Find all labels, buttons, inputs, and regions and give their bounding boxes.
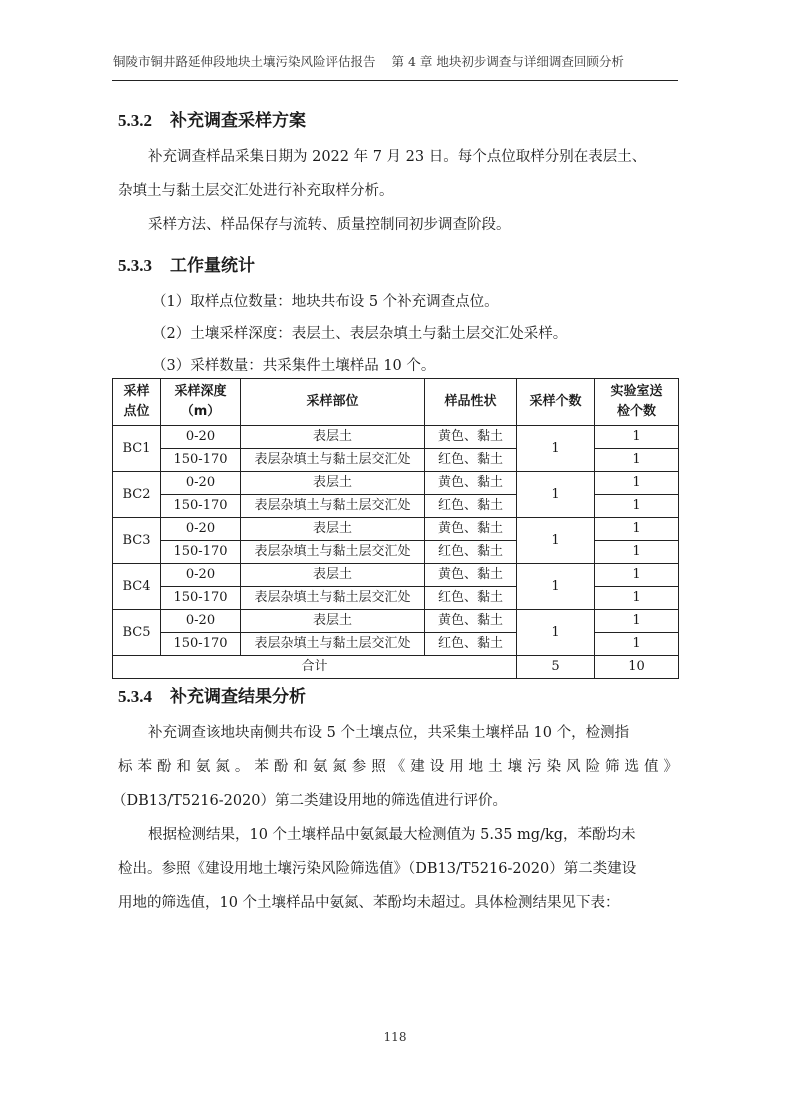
paragraph: 采样方法、样品保存与流转、质量控制同初步调查阶段。 xyxy=(148,217,511,233)
cell-point: BC1 xyxy=(113,426,161,472)
paragraph: 根据检测结果，10 个土壤样品中氨氮最大检测值为 5.35 mg/kg，苯酚均未 xyxy=(148,827,636,843)
cell-lab: 1 xyxy=(595,610,679,633)
cell-character: 黄色、黏土 xyxy=(425,518,517,541)
cell-depth: 150-170 xyxy=(161,633,241,656)
section-heading-5-3-3 xyxy=(118,251,255,276)
cell-character: 黄色、黏土 xyxy=(425,426,517,449)
section-number: 5.3.4 xyxy=(118,687,152,706)
paragraph: 补充调查该地块南侧共布设 5 个土壤点位，共采集土壤样品 10 个，检测指 xyxy=(148,725,630,741)
cell-location: 表层杂填土与黏土层交汇处 xyxy=(241,633,425,656)
cell-total-label: 合计 xyxy=(113,656,517,679)
cell-location: 表层杂填土与黏土层交汇处 xyxy=(241,495,425,518)
report-title: 铜陵市铜井路延伸段地块土壤污染风险评估报告 xyxy=(113,54,376,69)
list-item: （1）取样点位数量：地块共布设 5 个补充调查点位。 xyxy=(152,294,499,310)
cell-depth: 0-20 xyxy=(161,610,241,633)
section-title: 补充调查结果分析 xyxy=(170,687,306,707)
cell-lab: 1 xyxy=(595,449,679,472)
cell-location: 表层土 xyxy=(241,518,425,541)
cell-location: 表层土 xyxy=(241,610,425,633)
cell-point: BC2 xyxy=(113,472,161,518)
cell-location: 表层土 xyxy=(241,426,425,449)
cell-location: 表层杂填土与黏土层交汇处 xyxy=(241,587,425,610)
cell-lab: 1 xyxy=(595,495,679,518)
section-title: 补充调查采样方案 xyxy=(170,111,306,131)
table-row xyxy=(113,426,679,449)
cell-character: 黄色、黏土 xyxy=(425,564,517,587)
cell-count: 1 xyxy=(517,472,595,518)
col-header-location: 采样部位 xyxy=(241,379,425,426)
col-header-lab: 实验室送 检个数 xyxy=(595,379,679,426)
page-number: 118 xyxy=(383,1030,407,1044)
list-item: （2）土壤采样深度：表层土、表层杂填土与黏土层交汇处采样。 xyxy=(152,326,568,342)
cell-character: 红色、黏土 xyxy=(425,495,517,518)
cell-depth: 0-20 xyxy=(161,518,241,541)
table-row xyxy=(113,587,679,610)
cell-depth: 150-170 xyxy=(161,541,241,564)
cell-depth: 0-20 xyxy=(161,472,241,495)
cell-lab: 1 xyxy=(595,564,679,587)
running-header xyxy=(113,52,675,70)
cell-character: 红色、黏土 xyxy=(425,633,517,656)
table-row xyxy=(113,610,679,633)
cell-lab: 1 xyxy=(595,518,679,541)
cell-count: 1 xyxy=(517,564,595,610)
cell-location: 表层杂填土与黏土层交汇处 xyxy=(241,541,425,564)
section-heading-5-3-2 xyxy=(118,106,306,131)
cell-lab: 1 xyxy=(595,472,679,495)
cell-depth: 0-20 xyxy=(161,564,241,587)
section-heading-5-3-4 xyxy=(118,682,306,707)
paragraph: 杂填土与黏土层交汇处进行补充取样分析。 xyxy=(118,183,394,199)
section-number: 5.3.2 xyxy=(118,111,152,130)
col-header-depth: 采样深度 （m） xyxy=(161,379,241,426)
section-title: 工作量统计 xyxy=(170,256,255,276)
table-row xyxy=(113,541,679,564)
cell-depth: 150-170 xyxy=(161,587,241,610)
cell-character: 红色、黏土 xyxy=(425,449,517,472)
cell-lab: 1 xyxy=(595,633,679,656)
header-rule xyxy=(112,80,678,81)
cell-count: 1 xyxy=(517,426,595,472)
col-header-point: 采样 点位 xyxy=(113,379,161,426)
table-total-row xyxy=(113,656,679,679)
cell-total-count: 5 xyxy=(517,656,595,679)
sampling-table xyxy=(112,378,679,679)
table-row xyxy=(113,633,679,656)
col-header-count: 采样个数 xyxy=(517,379,595,426)
cell-count: 1 xyxy=(517,518,595,564)
paragraph: 检出。参照《建设用地土壤污染风险筛选值》（DB13/T5216-2020）第二类建设 xyxy=(118,861,637,877)
cell-location: 表层土 xyxy=(241,472,425,495)
cell-character: 黄色、黏土 xyxy=(425,472,517,495)
cell-lab: 1 xyxy=(595,426,679,449)
cell-character: 红色、黏土 xyxy=(425,541,517,564)
cell-total-lab: 10 xyxy=(595,656,679,679)
section-number: 5.3.3 xyxy=(118,256,152,275)
paragraph: 用地的筛选值，10 个土壤样品中氨氮、苯酚均未超过。具体检测结果见下表： xyxy=(118,895,620,911)
cell-depth: 150-170 xyxy=(161,495,241,518)
cell-lab: 1 xyxy=(595,541,679,564)
chapter-title: 第 4 章 地块初步调查与详细调查回顾分析 xyxy=(391,54,624,69)
cell-point: BC4 xyxy=(113,564,161,610)
paragraph: （DB13/T5216-2020）第二类建设用地的筛选值进行评价。 xyxy=(112,793,507,809)
cell-depth: 0-20 xyxy=(161,426,241,449)
cell-character: 黄色、黏土 xyxy=(425,610,517,633)
list-item: （3）采样数量：共采集件土壤样品 10 个。 xyxy=(152,358,436,374)
cell-character: 红色、黏土 xyxy=(425,587,517,610)
cell-count: 1 xyxy=(517,610,595,656)
paragraph: 补充调查样品采集日期为 2022 年 7 月 23 日。每个点位取样分别在表层土、 xyxy=(148,149,647,165)
cell-depth: 150-170 xyxy=(161,449,241,472)
table-row xyxy=(113,518,679,541)
cell-point: BC5 xyxy=(113,610,161,656)
cell-lab: 1 xyxy=(595,587,679,610)
cell-location: 表层土 xyxy=(241,564,425,587)
table-row xyxy=(113,564,679,587)
table-header-row xyxy=(113,379,679,426)
cell-point: BC3 xyxy=(113,518,161,564)
col-header-character: 样品性状 xyxy=(425,379,517,426)
table-row xyxy=(113,449,679,472)
table-row xyxy=(113,472,679,495)
cell-location: 表层杂填土与黏土层交汇处 xyxy=(241,449,425,472)
table-row xyxy=(113,495,679,518)
paragraph: 标苯酚和氨氮。苯酚和氨氮参照《建设用地土壤污染风险筛选值》 xyxy=(118,759,678,775)
